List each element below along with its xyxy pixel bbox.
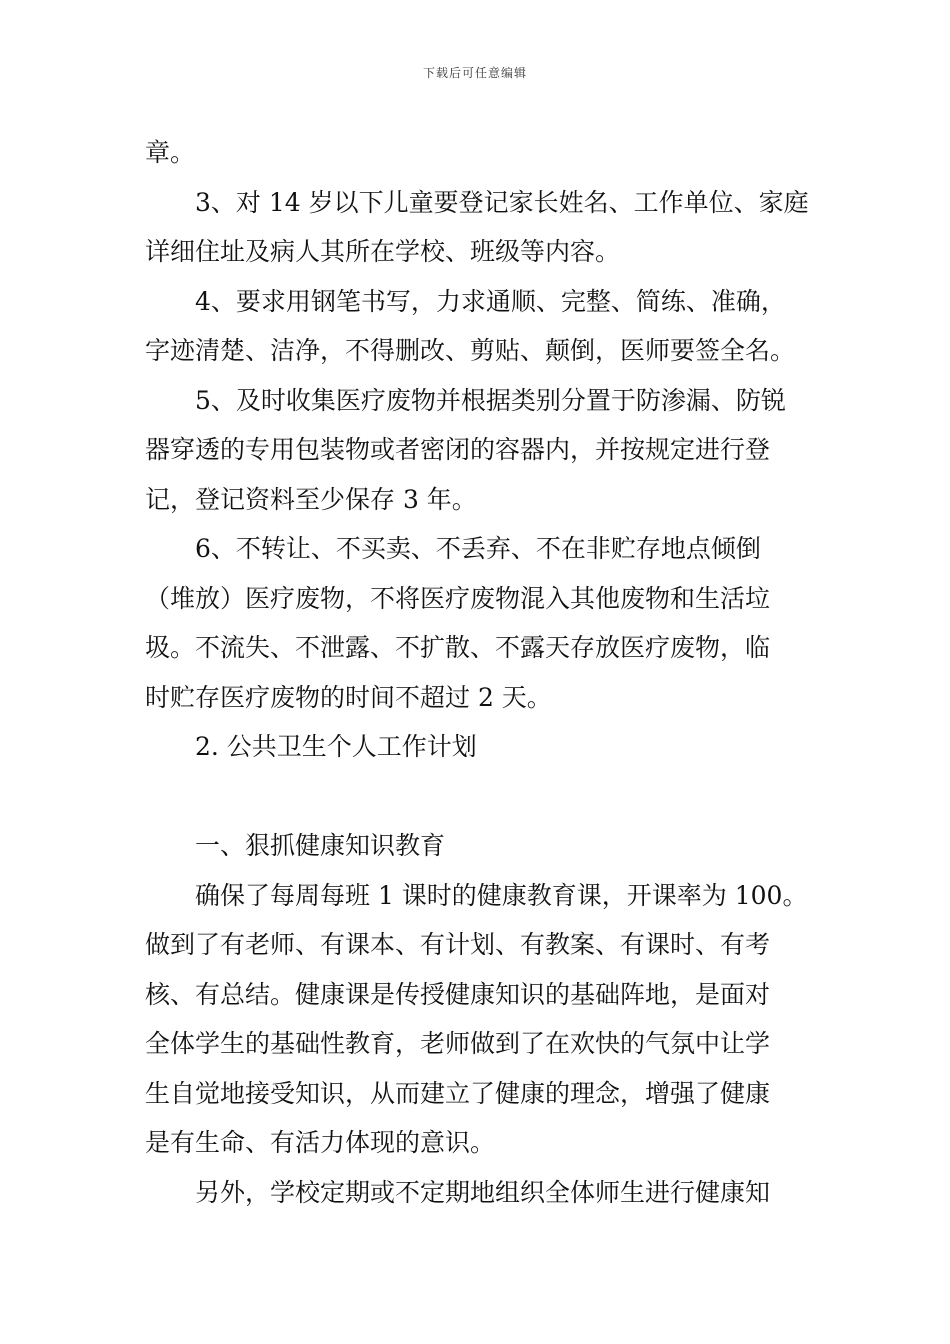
text-line: 4、要求用钢笔书写，力求通顺、完整、简练、准确， <box>195 286 786 316</box>
text-line: 记，登记资料至少保存 3 年。 <box>145 484 477 514</box>
text-line: 生自觉地接受知识，从而建立了健康的理念，增强了健康 <box>145 1078 771 1108</box>
blank-line <box>145 772 810 822</box>
text-line: 章。 <box>145 138 196 167</box>
text-line: 另外，学校定期或不定期地组织全体师生进行健康知 <box>195 1177 771 1207</box>
text-line: （堆放）医疗废物，不将医疗废物混入其他废物和生活垃 <box>145 583 771 613</box>
document-body <box>145 128 810 1217</box>
text-line: 确保了每周每班 1 课时的健康教育课，开课率为 100。 <box>195 880 808 910</box>
text-line: 圾。不流失、不泄露、不扩散、不露天存放医疗废物，临 <box>145 633 771 662</box>
text-line: 全体学生的基础性教育，老师做到了在欢快的气氛中让学 <box>145 1029 771 1058</box>
text-line: 字迹清楚、洁净，不得删改、剪贴、颠倒，医师要签全名。 <box>145 336 796 365</box>
text-line: 时贮存医疗废物的时间不超过 2 天。 <box>145 682 552 712</box>
text-line: 器穿透的专用包装物或者密闭的容器内，并按规定进行登 <box>145 435 771 464</box>
text-line: 3、对 14 岁以下儿童要登记家长姓名、工作单位、家庭 <box>195 187 809 217</box>
subsection-heading: 一、狠抓健康知识教育 <box>195 831 446 860</box>
text-line: 5、及时收集医疗废物并根据类别分置于防渗漏、防锐 <box>195 385 786 415</box>
text-line: 6、不转让、不买卖、不丢弃、不在非贮存地点倾倒 <box>195 534 761 563</box>
section-heading: 2. 公共卫生个人工作计划 <box>195 732 477 761</box>
text-line: 是有生命、有活力体现的意识。 <box>145 1128 496 1157</box>
text-line: 详细住址及病人其所在学校、班级等内容。 <box>145 237 621 266</box>
text-line: 核、有总结。健康课是传授健康知识的基础阵地，是面对 <box>145 979 771 1009</box>
page-header: 下载后可任意编辑 <box>422 66 527 80</box>
text-line: 做到了有老师、有课本、有计划、有教案、有课时、有考 <box>145 930 771 959</box>
